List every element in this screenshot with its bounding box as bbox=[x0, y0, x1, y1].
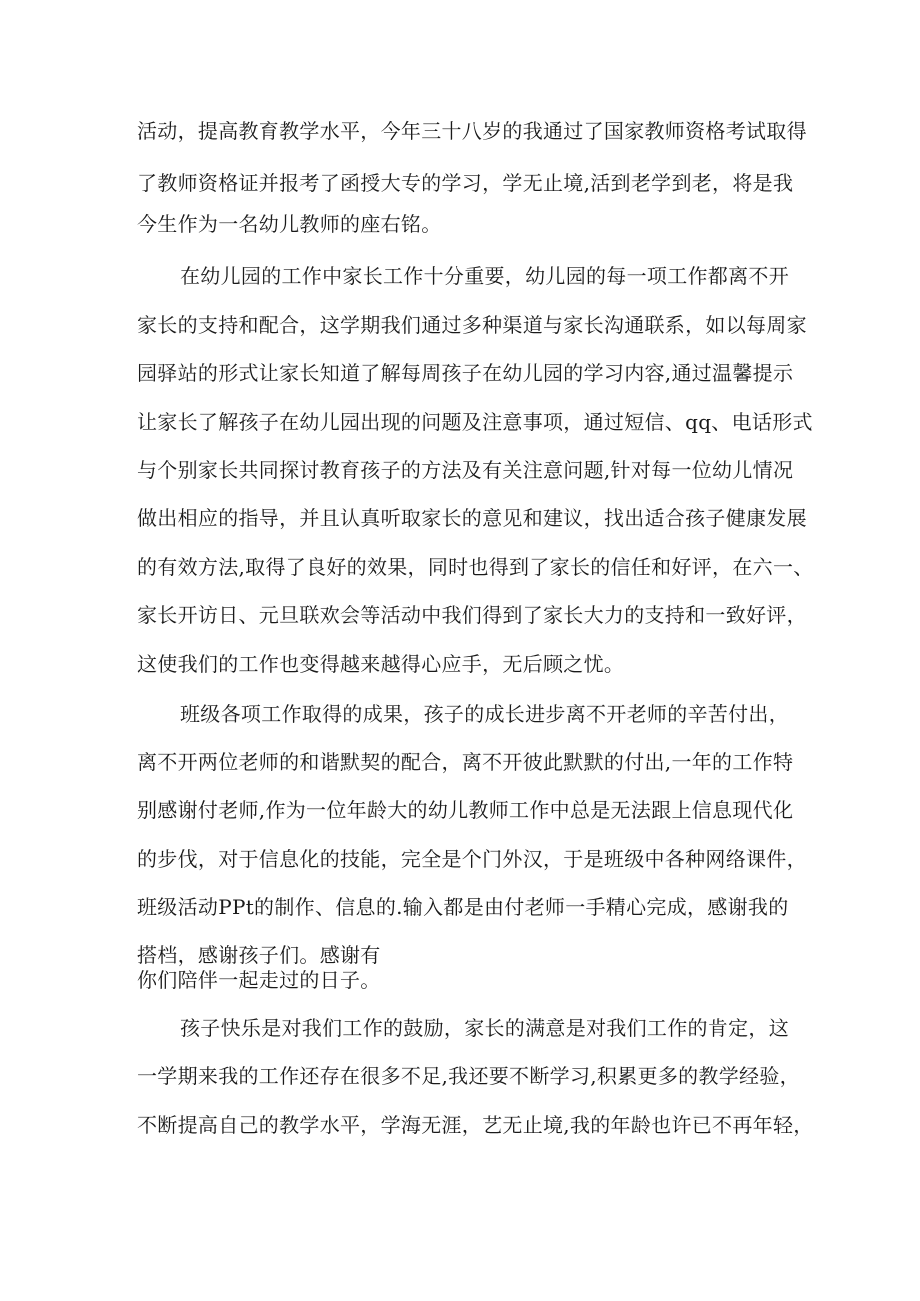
paragraph-1-line-2: 了教师资格证并报考了函授大专的学习，学无止境,活到老学到老，将是我 bbox=[137, 171, 794, 195]
paragraph-3-line-4: 的步伐，对于信息化的技能，完全是个门外汉，于是班级中各种网络课件， bbox=[137, 847, 807, 871]
paragraph-3-line-2: 离不开两位老师的和谐默契的配合，离不开彼此默默的付出,一年的工作特 bbox=[137, 750, 794, 774]
paragraph-1-line-1: 活动，提高教育教学水平，今年三十八岁的我通过了国家教师资格考试取得 bbox=[137, 119, 807, 143]
paragraph-3-line-6: 搭档，感谢孩子们。感谢有 bbox=[137, 943, 381, 967]
paragraph-2-line-2: 家长的支持和配合，这学期我们通过多种渠道与家长沟通联系，如以每周家 bbox=[137, 313, 807, 337]
paragraph-2-line-9: 这使我们的工作也变得越来越得心应手，无后顾之忧。 bbox=[137, 652, 625, 676]
paragraph-2-line-6: 做出相应的指导，并且认真听取家长的意见和建议，找出适合孩子健康发展 bbox=[137, 506, 807, 530]
paragraph-4-line-2: 一学期来我的工作还存在很多不足,我还要不断学习,积累更多的教学经验， bbox=[137, 1064, 800, 1088]
paragraph-3-line-3: 别感谢付老师,作为一位年龄大的幼儿教师工作中总是无法跟上信息现代化 bbox=[137, 798, 794, 822]
paragraph-2-line-5: 与个别家长共同探讨教育孩子的方法及有关注意问题,针对每一位幼儿情况 bbox=[137, 458, 794, 482]
paragraph-2-line-3: 园驿站的形式让家长知道了解每周孩子在幼儿园的学习内容,通过温馨提示 bbox=[137, 361, 794, 385]
paragraph-2-line-1: 在幼儿园的工作中家长工作十分重要，幼儿园的每一项工作都离不开 bbox=[180, 264, 789, 288]
paragraph-4-line-3: 不断提高自己的教学水平，学海无涯，艺无止境,我的年龄也许已不再年轻， bbox=[137, 1113, 814, 1137]
paragraph-3-line-5: 班级活动PPt的制作、信息的.输入都是由付老师一手精心完成，感谢我的 bbox=[137, 895, 789, 919]
paragraph-1-line-3: 今生作为一名幼儿教师的座右铭。 bbox=[137, 212, 442, 236]
paragraph-2-line-7: 的有效方法,取得了良好的效果，同时也得到了家长的信任和好评，在六一、 bbox=[137, 555, 814, 579]
paragraph-3-line-7: 你们陪伴一起走过的日子。 bbox=[137, 968, 381, 992]
paragraph-3-line-1: 班级各项工作取得的成果，孩子的成长进步离不开老师的辛苦付出， bbox=[180, 702, 789, 726]
paragraph-2-line-4: 让家长了解孩子在幼儿园出现的问题及注意事项，通过短信、qq、电话形式 bbox=[137, 410, 813, 434]
paragraph-4-line-1: 孩子快乐是对我们工作的鼓励，家长的满意是对我们工作的肯定，这 bbox=[180, 1016, 789, 1040]
paragraph-2-line-8: 家长开访日、元旦联欢会等活动中我们得到了家长大力的支持和一致好评， bbox=[137, 603, 807, 627]
